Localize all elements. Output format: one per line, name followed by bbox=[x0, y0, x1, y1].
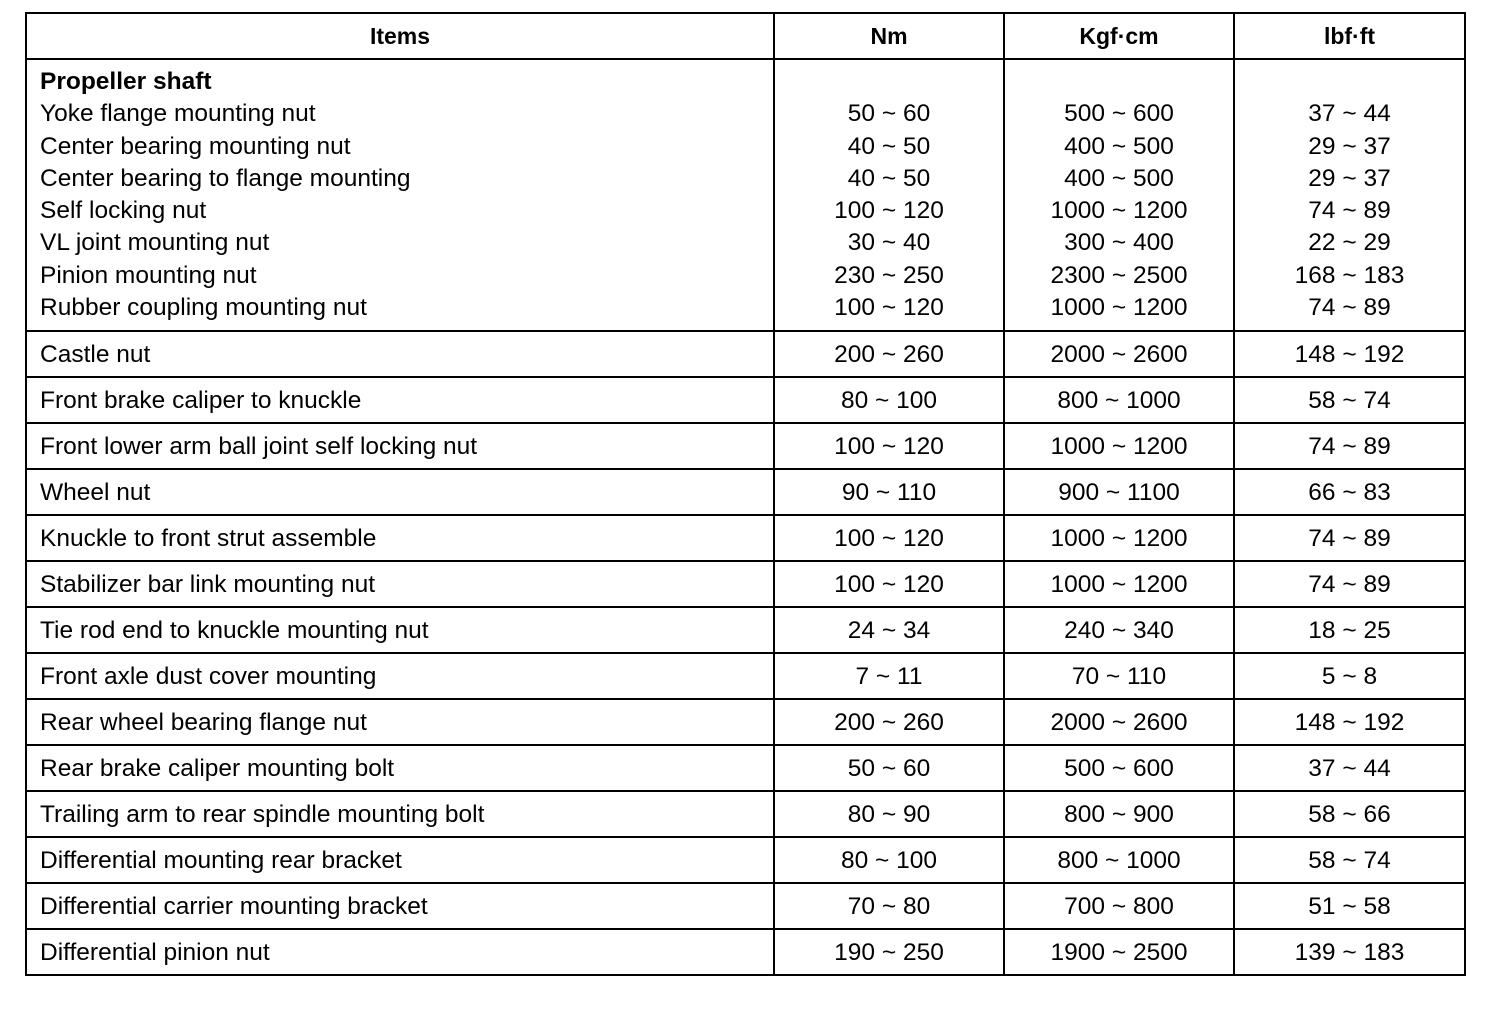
group-item: Center bearing mounting nut bbox=[40, 132, 351, 160]
nm-value: 24 ~ 34 bbox=[774, 607, 1004, 653]
nm-value: 40 ~ 50 bbox=[847, 164, 931, 192]
propeller-shaft-group-row bbox=[26, 59, 1465, 331]
nm-value: 80 ~ 90 bbox=[774, 791, 1004, 837]
table-row bbox=[26, 791, 1465, 837]
nm-value: 7 ~ 11 bbox=[774, 653, 1004, 699]
group-item: VL joint mounting nut bbox=[40, 229, 270, 257]
lbf-value: 66 ~ 83 bbox=[1234, 469, 1465, 515]
header-nm: Nm bbox=[774, 13, 1004, 59]
item-name: Wheel nut bbox=[26, 469, 774, 515]
nm-value: 50 ~ 60 bbox=[847, 100, 931, 128]
group-item: Center bearing to flange mounting bbox=[40, 164, 411, 192]
group-item: Rubber coupling mounting nut bbox=[40, 294, 367, 322]
nm-value: 50 ~ 60 bbox=[774, 745, 1004, 791]
torque-spec-table bbox=[25, 12, 1466, 976]
nm-value: 30 ~ 40 bbox=[847, 229, 931, 257]
table-row bbox=[26, 929, 1465, 975]
lbf-value: 74 ~ 89 bbox=[1308, 294, 1391, 322]
nm-value: 40 ~ 50 bbox=[847, 132, 931, 160]
lbf-value: 148 ~ 192 bbox=[1234, 331, 1465, 377]
propeller-lbf-cell bbox=[1234, 59, 1465, 331]
lbf-value: 22 ~ 29 bbox=[1308, 229, 1391, 257]
nm-value: 80 ~ 100 bbox=[774, 837, 1004, 883]
header-kgf: Kgf·cm bbox=[1004, 13, 1234, 59]
table-row bbox=[26, 423, 1465, 469]
kgf-value: 1000 ~ 1200 bbox=[1050, 294, 1188, 322]
item-name: Rear wheel bearing flange nut bbox=[26, 699, 774, 745]
item-name: Rear brake caliper mounting bolt bbox=[26, 745, 774, 791]
nm-value: 100 ~ 120 bbox=[774, 515, 1004, 561]
table-row bbox=[26, 653, 1465, 699]
item-name: Differential pinion nut bbox=[26, 929, 774, 975]
table-row bbox=[26, 745, 1465, 791]
table-row bbox=[26, 515, 1465, 561]
lbf-value: 37 ~ 44 bbox=[1234, 745, 1465, 791]
item-name: Differential carrier mounting bracket bbox=[26, 883, 774, 929]
propeller-nm-cell bbox=[774, 59, 1004, 331]
table-row bbox=[26, 561, 1465, 607]
nm-value: 190 ~ 250 bbox=[774, 929, 1004, 975]
nm-value: 70 ~ 80 bbox=[774, 883, 1004, 929]
lbf-value: 74 ~ 89 bbox=[1234, 515, 1465, 561]
kgf-value: 800 ~ 1000 bbox=[1004, 377, 1234, 423]
header-row bbox=[26, 13, 1465, 59]
kgf-value: 70 ~ 110 bbox=[1004, 653, 1234, 699]
lbf-value: 29 ~ 37 bbox=[1308, 132, 1391, 160]
nm-value: 100 ~ 120 bbox=[834, 197, 944, 225]
table-row bbox=[26, 883, 1465, 929]
kgf-value: 1000 ~ 1200 bbox=[1004, 515, 1234, 561]
item-name: Front brake caliper to knuckle bbox=[26, 377, 774, 423]
group-item: Self locking nut bbox=[40, 197, 207, 225]
nm-value: 100 ~ 120 bbox=[834, 294, 944, 322]
kgf-value: 400 ~ 500 bbox=[1064, 164, 1174, 192]
item-name: Trailing arm to rear spindle mounting bolt bbox=[26, 791, 774, 837]
lbf-value: 29 ~ 37 bbox=[1308, 164, 1391, 192]
propeller-kgf-cell bbox=[1004, 59, 1234, 331]
kgf-value: 2300 ~ 2500 bbox=[1050, 261, 1188, 289]
lbf-value: 168 ~ 183 bbox=[1294, 261, 1405, 289]
lbf-value: 58 ~ 66 bbox=[1234, 791, 1465, 837]
lbf-value: 74 ~ 89 bbox=[1308, 197, 1391, 225]
nm-value: 90 ~ 110 bbox=[774, 469, 1004, 515]
lbf-value: 58 ~ 74 bbox=[1234, 377, 1465, 423]
nm-value: 200 ~ 260 bbox=[774, 699, 1004, 745]
table-row bbox=[26, 607, 1465, 653]
item-name: Knuckle to front strut assemble bbox=[26, 515, 774, 561]
kgf-value: 400 ~ 500 bbox=[1064, 132, 1174, 160]
header-items: Items bbox=[26, 13, 774, 59]
kgf-value: 1000 ~ 1200 bbox=[1050, 197, 1188, 225]
item-name: Castle nut bbox=[26, 331, 774, 377]
lbf-value: 51 ~ 58 bbox=[1234, 883, 1465, 929]
item-name: Differential mounting rear bracket bbox=[26, 837, 774, 883]
nm-value: 100 ~ 120 bbox=[774, 423, 1004, 469]
kgf-value: 500 ~ 600 bbox=[1064, 100, 1174, 128]
nm-value: 100 ~ 120 bbox=[774, 561, 1004, 607]
lbf-value: 5 ~ 8 bbox=[1234, 653, 1465, 699]
kgf-value: 800 ~ 1000 bbox=[1004, 837, 1234, 883]
lbf-value: 37 ~ 44 bbox=[1308, 100, 1391, 128]
kgf-value: 1000 ~ 1200 bbox=[1004, 561, 1234, 607]
kgf-value: 300 ~ 400 bbox=[1064, 229, 1174, 257]
item-name: Front lower arm ball joint self locking nut bbox=[26, 423, 774, 469]
table-row bbox=[26, 469, 1465, 515]
group-item: Pinion mounting nut bbox=[40, 261, 257, 289]
kgf-value: 700 ~ 800 bbox=[1004, 883, 1234, 929]
lbf-value: 139 ~ 183 bbox=[1234, 929, 1465, 975]
lbf-value: 58 ~ 74 bbox=[1234, 837, 1465, 883]
table-row bbox=[26, 331, 1465, 377]
lbf-value: 74 ~ 89 bbox=[1234, 561, 1465, 607]
table-row bbox=[26, 699, 1465, 745]
group-item: Yoke flange mounting nut bbox=[40, 100, 316, 128]
kgf-value: 900 ~ 1100 bbox=[1004, 469, 1234, 515]
nm-value: 80 ~ 100 bbox=[774, 377, 1004, 423]
simple-rows bbox=[26, 331, 1465, 975]
group-title: Propeller shaft bbox=[40, 68, 212, 95]
item-name: Stabilizer bar link mounting nut bbox=[26, 561, 774, 607]
table-row bbox=[26, 377, 1465, 423]
kgf-value: 500 ~ 600 bbox=[1004, 745, 1234, 791]
lbf-value: 74 ~ 89 bbox=[1234, 423, 1465, 469]
lbf-value: 148 ~ 192 bbox=[1234, 699, 1465, 745]
nm-value: 200 ~ 260 bbox=[774, 331, 1004, 377]
item-name: Front axle dust cover mounting bbox=[26, 653, 774, 699]
propeller-items-cell bbox=[26, 59, 774, 331]
kgf-value: 2000 ~ 2600 bbox=[1004, 699, 1234, 745]
kgf-value: 240 ~ 340 bbox=[1004, 607, 1234, 653]
nm-value: 230 ~ 250 bbox=[834, 261, 944, 289]
header-lbf: lbf·ft bbox=[1234, 13, 1465, 59]
lbf-value: 18 ~ 25 bbox=[1234, 607, 1465, 653]
item-name: Tie rod end to knuckle mounting nut bbox=[26, 607, 774, 653]
kgf-value: 800 ~ 900 bbox=[1004, 791, 1234, 837]
table-row bbox=[26, 837, 1465, 883]
kgf-value: 1000 ~ 1200 bbox=[1004, 423, 1234, 469]
kgf-value: 2000 ~ 2600 bbox=[1004, 331, 1234, 377]
kgf-value: 1900 ~ 2500 bbox=[1004, 929, 1234, 975]
